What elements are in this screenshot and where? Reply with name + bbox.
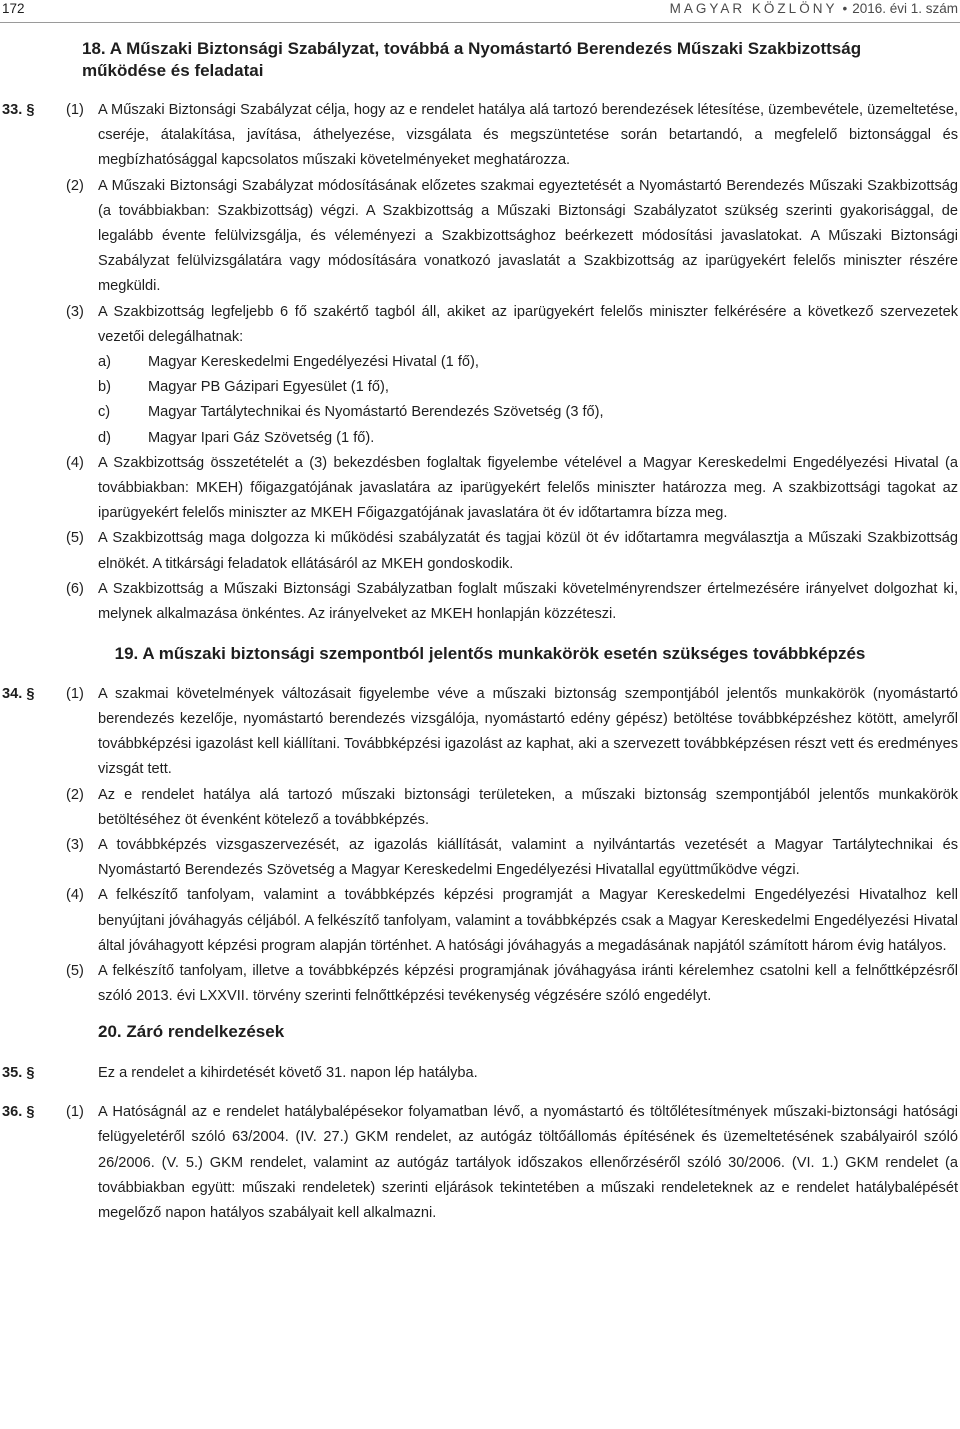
list-text: Magyar PB Gázipari Egyesület (1 fő), [148,379,389,396]
paragraph-number: (2) [66,177,84,194]
list-text: Magyar Tartálytechnikai és Nyomástartó Berendezés Szövetség (3 fő), [148,404,604,421]
paragraph-text: Az e rendelet hatálya alá tartozó műszaki biztonsági területeken, a műszaki biztonság szempontjából jelentős munkakörök betöltéséhez öt évenként kötelező a továbbképzés. [98,786,958,828]
paragraph-5 [66,959,958,1009]
paragraph-text: A szakmai követelmények változásait figyelembe véve a műszaki biztonság szempontjából jelentős munkakörök (nyomástartó berendezés kezelője, nyomástartó berendezés vizsgálója, nyomástartó edény gépész) betöltése továbbképzéshez kötött, amelyről továbbképzési igazolást kell kiállítani. Továbbképzési igazolást az kaphat, aki a szervezett továbbképzésen részt vett és eredményes vizsgát tett. [98,685,958,778]
paragraph-text: A Műszaki Biztonsági Szabályzat módosításának előzetes szakmai egyeztetését a Nyomástartó Berendezés Műszaki Szakbizottság (a továbbiakban: Szakbizottság) végzi. A Szakbizottság a Műszaki Biztonsági Szabályzatot szükség szerinti gyakorisággal, de legalább évente felülvizsgálja, és véleményezi a Szakbizottsághoz beérkezett módosítási javaslatokat. A Műszaki Biztonsági Szabályzat felülvizsgálatára vagy módosítására vonatkozó javaslatát a Szakbizottság az iparügyekért felelős miniszter részére megküldi. [98,177,958,295]
chapter-18-title: 18. A Műszaki Biztonsági Szabályzat, továbbá a Nyomástartó Berendezés Műszaki Szakbizottság működése és feladatai [82,39,862,80]
paragraph-text: A felkészítő tanfolyam, illetve a továbbképzés képzési programjának jóváhagyása iránti kérelemhez csatolni kell a felnőttképzésről szóló 2013. évi LXXVII. törvény szerinti felnőttképzési tevékenység végzésére szóló engedélyt. [98,963,958,1005]
paragraph-1 [66,98,958,174]
section-number: 36. § [2,1104,35,1121]
section-number: 33. § [2,102,35,118]
paragraph-text: A felkészítő tanfolyam, valamint a továbbképzés képzési programját a Magyar Kereskedelmi Engedélyezési Hivatalhoz kell benyújtani jóváhagyás céljából. A felkészítő tanfolyam, valamint a továbbképzés csak a Magyar Kereskedelmi Engedélyezési Hivatal által jóváhagyott képzési program alapján történhet. A hatósági jóváhagyás a megadásának napjától számított három évig hatályos. [98,887,958,954]
paragraph-4 [66,451,958,527]
page-number: 172 [2,1,25,16]
paragraph-text: A Szakbizottság maga dolgozza ki működési szabályzatát és tagjai közül öt év időtartamra megválasztja a Műszaki Szakbizottság elnökét. A titkársági feladatok ellátásáról az MKEH gondoskodik. [98,530,958,572]
paragraph-1 [66,682,958,783]
paragraph-5 [66,526,958,576]
page-header [0,0,960,26]
journal-issue [670,1,958,16]
list-item-b [98,375,958,400]
paragraph-number: (1) [66,685,84,702]
paragraph-text: A továbbképzés vizsgaszervezését, az igazolás kiállítását, valamint a nyilvántartás vezetését a Magyar Tartálytechnikai és Nyomástartó Berendezés Szövetség a Magyar Kereskedelmi Engedélyezési Hivatallal együttműködve végzi. [98,836,958,879]
paragraph-text: A Szakbizottság legfeljebb 6 fő szakértő tagból áll, akiket az iparügyekért felelős miniszter felkérésére a következő szervezetek vezetői delegálhatnak: [98,303,958,345]
chapter-20-title: 20. Záró rendelkezések [98,1022,285,1042]
section-36 [0,1100,960,1226]
paragraph-number: (4) [66,887,84,904]
paragraph-2 [66,783,958,833]
paragraph-number: (1) [66,1104,84,1121]
list-text: Magyar Ipari Gáz Szövetség (1 fő). [148,429,375,446]
section-number: 35. § [2,1064,35,1081]
list-label: a) [98,354,111,371]
section-number: 34. § [2,685,35,702]
paragraph-number: (3) [66,836,84,853]
chapter-19-title: 19. A műszaki biztonsági szempontból jelentős munkakörök esetén szükséges továbbképzés [114,644,866,664]
journal-title: MAGYAR KÖZLÖNY [669,1,838,16]
paragraph-3 [66,833,958,883]
spacer [0,1086,960,1100]
section-34 [0,682,960,1010]
paragraph-number: (3) [66,303,84,320]
paragraph-1 [66,1100,958,1226]
paragraph-2 [66,174,958,300]
separator-dot: • [842,1,848,16]
paragraph-6 [66,577,958,627]
paragraph-text: A Hatóságnál az e rendelet hatálybalépésekor folyamatban lévő, a nyomástartó és töltőlétesítmények műszaki-biztonsági hatósági felügyeletéről szóló 63/2004. (IV. 27.) GKM rendelet, az autógáz töltőállomás építésének és üzemeltetésének szabályairól szóló 26/2006. (V. 5.) GKM rendelet, valamint az autógáz tartályok időszakos ellenőrzéséről szóló 30/2006. (VI. 1.) GKM rendelet (a továbbiakban együtt: műszaki rendeletek) szerinti eljárások tekintetében a műszaki rendeleteknek az e rendelet hatálybalépését megelőző napon hatályos szabályait kell alkalmazni. [98,1104,958,1221]
document-body [0,38,960,1226]
paragraph-text: A Műszaki Biztonsági Szabályzat célja, hogy az e rendelet hatálya alá tartozó berendezések létesítése, üzembevétele, üzemeltetése, cseréje, átalakítása, javítása, áthelyezése, vizsgálata és megszüntetése során betartandó, a megfelelő biztonsággal és megbízhatósággal kapcsolatos műszaki követelményeket meghatározza. [98,102,958,169]
section-text: Ez a rendelet a kihirdetését követő 31. napon lép hatályba. [98,1064,478,1081]
section-33 [0,98,960,627]
list-item-c [98,400,958,425]
paragraph-number: (1) [66,102,84,118]
paragraph-3 [66,300,958,350]
section-35 [0,1061,960,1086]
list-text: Magyar Kereskedelmi Engedélyezési Hivatal (1 fő), [148,354,479,371]
paragraph-number: (2) [66,786,84,803]
list-item-d [98,426,958,451]
issue-label: 2016. évi 1. szám [852,1,958,16]
list-label: b) [98,379,111,396]
paragraph-text: A Szakbizottság összetételét a (3) bekezdésben foglaltak figyelembe vételével a Magyar Kereskedelmi Engedélyezési Hivatal (a továbbiakban: MKEH) főigazgatójának javaslatára az iparügyekért felelős miniszter határozza meg. A szakbizottsági tagokat az iparügyekért felelős miniszter az MKEH Főigazgatójának javaslatára öt év időtartamra bízza meg. [98,454,958,522]
paragraph-number: (5) [66,963,84,979]
header-rule [0,22,960,23]
list-label: c) [98,404,111,421]
paragraph-text: A Szakbizottság a Műszaki Biztonsági Szabályzatban foglalt műszaki követelményrendszer értelmezésére irányelvet dolgozhat ki, melynek alkalmazása önkéntes. Az irányelveket az MKEH honlapján közzéteszi. [98,580,958,623]
paragraph-number: (4) [66,454,84,471]
paragraph-number: (6) [66,580,84,597]
list-item-a [98,350,958,375]
paragraph-4 [66,883,958,959]
paragraph-number: (5) [66,530,84,547]
list-label: d) [98,429,111,446]
